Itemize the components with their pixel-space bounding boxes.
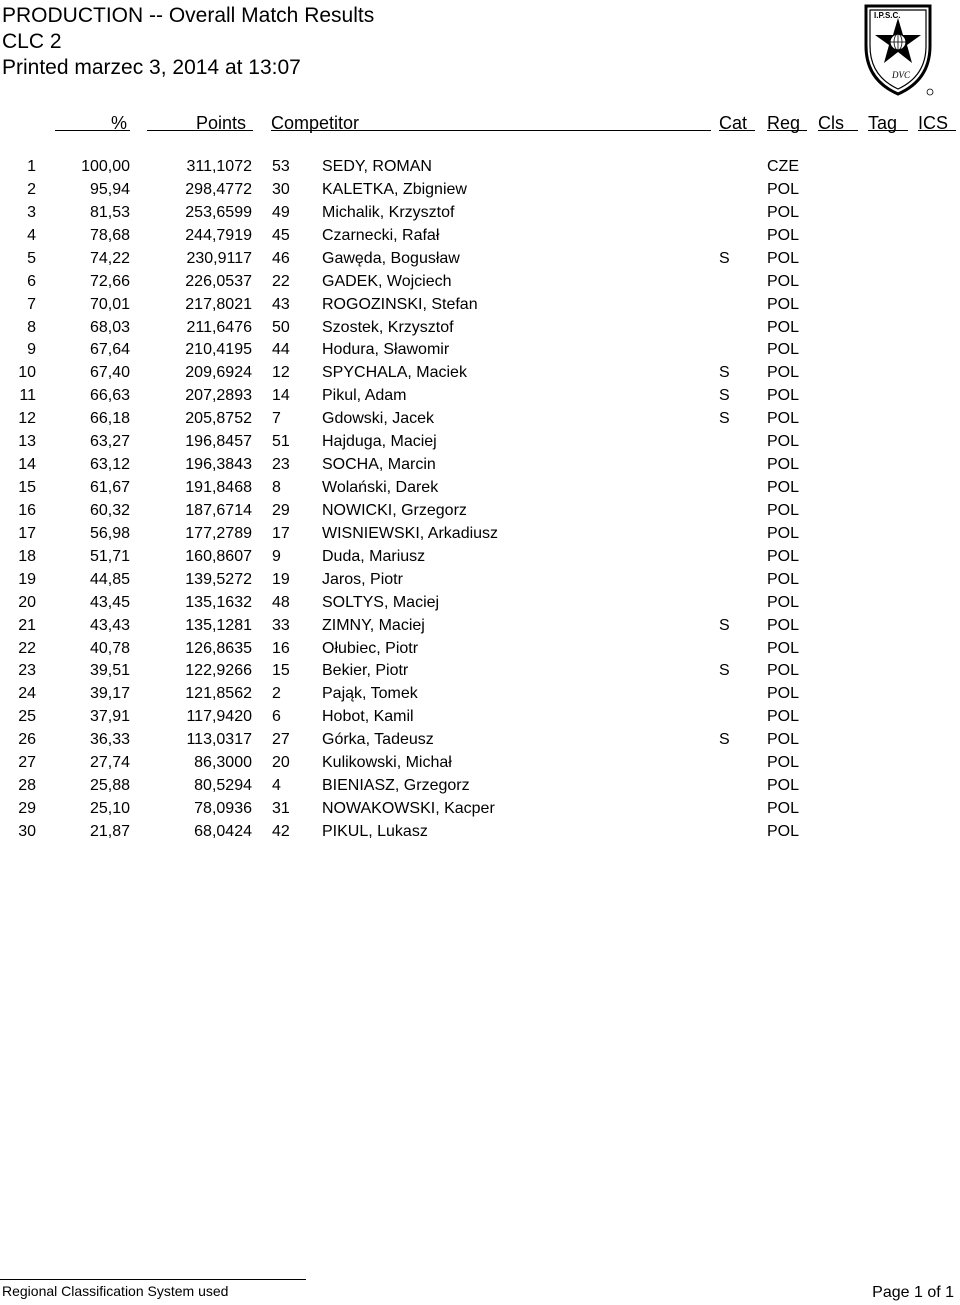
place-cell: 29 bbox=[18, 800, 36, 818]
region-cell: POL bbox=[767, 800, 800, 818]
points-cell: 207,2893 bbox=[185, 387, 252, 405]
points-cell: 126,8635 bbox=[185, 639, 252, 657]
region-cell: POL bbox=[767, 479, 800, 497]
competitor-number-cell: 23 bbox=[272, 456, 290, 474]
competitor-number-cell: 20 bbox=[272, 754, 290, 772]
points-cell: 160,8607 bbox=[185, 547, 252, 565]
region-cell: POL bbox=[767, 272, 800, 290]
category-cell: S bbox=[719, 616, 730, 634]
region-cell: POL bbox=[767, 731, 800, 749]
place-cell: 19 bbox=[18, 570, 36, 588]
place-cell: 2 bbox=[27, 180, 36, 198]
region-cell: POL bbox=[767, 639, 800, 657]
competitor-number-cell: 30 bbox=[272, 180, 290, 198]
competitor-name-cell: SOLTYS, Maciej bbox=[322, 593, 440, 611]
table-row bbox=[0, 249, 960, 271]
place-cell: 13 bbox=[18, 433, 36, 451]
region-cell: POL bbox=[767, 685, 800, 703]
place-cell: 18 bbox=[18, 547, 36, 565]
competitor-number-cell: 19 bbox=[272, 570, 290, 588]
region-cell: POL bbox=[767, 593, 800, 611]
region-cell: POL bbox=[767, 708, 800, 726]
table-row bbox=[0, 616, 960, 638]
region-cell: CZE bbox=[767, 158, 799, 175]
svg-text:DVC: DVC bbox=[892, 70, 910, 80]
competitor-name-cell: Wolański, Darek bbox=[322, 479, 439, 497]
competitor-name-cell: Michalik, Krzysztof bbox=[322, 203, 455, 221]
region-cell: POL bbox=[767, 662, 800, 680]
points-cell: 217,8021 bbox=[185, 295, 252, 313]
points-cell: 122,9266 bbox=[185, 662, 252, 680]
table-row bbox=[0, 661, 960, 683]
page-number: Page 1 of 1 bbox=[872, 1284, 954, 1301]
table-row bbox=[0, 203, 960, 225]
competitor-name-cell: NOWAKOWSKI, Kacper bbox=[322, 800, 495, 818]
region-cell: POL bbox=[767, 364, 800, 382]
table-row bbox=[0, 455, 960, 477]
competitor-name-cell: Duda, Mariusz bbox=[322, 547, 426, 565]
points-cell: 139,5272 bbox=[185, 570, 252, 588]
table-row bbox=[0, 501, 960, 523]
header-underline-reg bbox=[767, 130, 807, 131]
competitor-name-cell: Bekier, Piotr bbox=[322, 662, 409, 680]
competitor-number-cell: 12 bbox=[272, 364, 290, 382]
division-label: CLC 2 bbox=[2, 30, 62, 53]
table-row bbox=[0, 639, 960, 661]
place-cell: 9 bbox=[27, 341, 36, 359]
table-row bbox=[0, 799, 960, 821]
percent-cell: 74,22 bbox=[89, 249, 130, 267]
points-cell: 177,2789 bbox=[185, 524, 252, 542]
region-cell: POL bbox=[767, 547, 800, 565]
percent-cell: 43,43 bbox=[89, 616, 130, 634]
region-cell: POL bbox=[767, 387, 800, 405]
competitor-number-cell: 33 bbox=[272, 616, 290, 634]
competitor-name-cell: Pająk, Tomek bbox=[322, 685, 418, 703]
region-cell: POL bbox=[767, 249, 800, 267]
place-cell: 5 bbox=[27, 249, 36, 267]
table-row bbox=[0, 707, 960, 729]
table-row bbox=[0, 776, 960, 798]
competitor-number-cell: 15 bbox=[272, 662, 290, 680]
region-cell: POL bbox=[767, 226, 800, 244]
competitor-name-cell: ZIMNY, Maciej bbox=[322, 616, 425, 634]
place-cell: 15 bbox=[18, 479, 36, 497]
points-cell: 298,4772 bbox=[185, 180, 252, 198]
competitor-number-cell: 6 bbox=[272, 708, 281, 726]
region-cell: POL bbox=[767, 456, 800, 474]
points-cell: 226,0537 bbox=[185, 272, 252, 290]
header-percent: % bbox=[111, 113, 128, 133]
competitor-name-cell: BIENIASZ, Grzegorz bbox=[322, 777, 470, 795]
points-cell: 68,0424 bbox=[194, 822, 252, 840]
percent-cell: 100,00 bbox=[81, 158, 130, 175]
competitor-number-cell: 22 bbox=[272, 272, 290, 290]
points-cell: 196,8457 bbox=[185, 433, 252, 451]
place-cell: 1 bbox=[27, 158, 36, 175]
competitor-number-cell: 29 bbox=[272, 501, 290, 519]
competitor-name-cell: Hodura, Sławomir bbox=[322, 341, 450, 359]
competitor-number-cell: 53 bbox=[272, 158, 290, 175]
place-cell: 21 bbox=[18, 616, 36, 634]
table-row bbox=[0, 432, 960, 454]
competitor-number-cell: 14 bbox=[272, 387, 290, 405]
percent-cell: 37,91 bbox=[89, 708, 130, 726]
competitor-number-cell: 9 bbox=[272, 547, 281, 565]
competitor-name-cell: SPYCHALA, Maciek bbox=[322, 364, 467, 382]
competitor-name-cell: Gdowski, Jacek bbox=[322, 410, 435, 428]
competitor-name-cell: Górka, Tadeusz bbox=[322, 731, 434, 749]
table-row bbox=[0, 340, 960, 362]
points-cell: 187,6714 bbox=[185, 501, 252, 519]
category-cell: S bbox=[719, 662, 730, 680]
place-cell: 7 bbox=[27, 295, 36, 313]
table-row bbox=[0, 547, 960, 569]
competitor-number-cell: 2 bbox=[272, 685, 281, 703]
points-cell: 244,7919 bbox=[185, 226, 252, 244]
competitor-number-cell: 16 bbox=[272, 639, 290, 657]
place-cell: 16 bbox=[18, 501, 36, 519]
region-cell: POL bbox=[767, 777, 800, 795]
category-cell: S bbox=[719, 731, 730, 749]
competitor-number-cell: 48 bbox=[272, 593, 290, 611]
place-cell: 3 bbox=[27, 203, 36, 221]
header-points: Points bbox=[196, 113, 247, 133]
competitor-number-cell: 7 bbox=[272, 410, 281, 428]
header-cat: Cat bbox=[719, 113, 748, 133]
competitor-number-cell: 45 bbox=[272, 226, 290, 244]
table-row bbox=[0, 524, 960, 546]
percent-cell: 21,87 bbox=[89, 822, 130, 840]
report-header bbox=[2, 3, 374, 81]
competitor-name-cell: Ołubiec, Piotr bbox=[322, 639, 419, 657]
percent-cell: 66,18 bbox=[89, 410, 130, 428]
place-cell: 27 bbox=[18, 754, 36, 772]
competitor-number-cell: 49 bbox=[272, 203, 290, 221]
table-row bbox=[0, 753, 960, 775]
table-row bbox=[0, 272, 960, 294]
percent-cell: 67,64 bbox=[89, 341, 130, 359]
percent-cell: 72,66 bbox=[89, 272, 130, 290]
category-cell: S bbox=[719, 364, 730, 382]
report-title: PRODUCTION -- Overall Match Results bbox=[2, 4, 375, 27]
header-ics: ICS bbox=[918, 113, 949, 133]
region-cell: POL bbox=[767, 295, 800, 313]
competitor-number-cell: 27 bbox=[272, 731, 290, 749]
table-row bbox=[0, 684, 960, 706]
points-cell: 80,5294 bbox=[194, 777, 252, 795]
region-cell: POL bbox=[767, 410, 800, 428]
percent-cell: 40,78 bbox=[89, 639, 130, 657]
footer-divider bbox=[0, 1279, 306, 1280]
competitor-number-cell: 31 bbox=[272, 800, 290, 818]
place-cell: 17 bbox=[18, 524, 36, 542]
points-cell: 311,1072 bbox=[186, 158, 252, 175]
table-row bbox=[0, 295, 960, 317]
percent-cell: 39,51 bbox=[89, 662, 130, 680]
competitor-number-cell: 4 bbox=[272, 777, 281, 795]
place-cell: 24 bbox=[18, 685, 36, 703]
percent-cell: 36,33 bbox=[89, 731, 130, 749]
region-cell: POL bbox=[767, 180, 800, 198]
place-cell: 10 bbox=[18, 364, 36, 382]
percent-cell: 63,12 bbox=[89, 456, 130, 474]
percent-cell: 78,68 bbox=[89, 226, 130, 244]
table-row bbox=[0, 363, 960, 385]
points-cell: 205,8752 bbox=[185, 410, 252, 428]
ipsc-logo-icon bbox=[860, 2, 936, 98]
category-cell: S bbox=[719, 410, 730, 428]
place-cell: 8 bbox=[27, 318, 36, 336]
competitor-number-cell: 46 bbox=[272, 249, 290, 267]
table-row bbox=[0, 822, 960, 844]
percent-cell: 25,88 bbox=[89, 777, 130, 795]
table-row bbox=[0, 226, 960, 248]
percent-cell: 70,01 bbox=[89, 295, 130, 313]
header-underline-points bbox=[147, 130, 253, 131]
header-underline-tag bbox=[868, 130, 908, 131]
region-cell: POL bbox=[767, 754, 800, 772]
place-cell: 23 bbox=[18, 662, 36, 680]
table-row bbox=[0, 157, 960, 179]
table-row bbox=[0, 593, 960, 615]
points-cell: 121,8562 bbox=[185, 685, 252, 703]
competitor-name-cell: PIKUL, Lukasz bbox=[322, 822, 428, 840]
place-cell: 11 bbox=[19, 387, 36, 405]
header-competitor: Competitor bbox=[271, 113, 360, 133]
place-cell: 6 bbox=[27, 272, 36, 290]
points-cell: 78,0936 bbox=[194, 800, 252, 818]
competitor-name-cell: Jaros, Piotr bbox=[322, 570, 403, 588]
competitor-number-cell: 51 bbox=[272, 433, 290, 451]
competitor-number-cell: 17 bbox=[272, 524, 290, 542]
points-cell: 230,9117 bbox=[186, 249, 252, 267]
header-underline-percent bbox=[55, 130, 130, 131]
category-cell: S bbox=[719, 249, 730, 267]
place-cell: 30 bbox=[18, 822, 36, 840]
footer-note: Regional Classification System used bbox=[2, 1283, 229, 1299]
competitor-name-cell: Kulikowski, Michał bbox=[322, 754, 452, 772]
points-cell: 253,6599 bbox=[185, 203, 252, 221]
region-cell: POL bbox=[767, 433, 800, 451]
table-row bbox=[0, 570, 960, 592]
points-cell: 135,1632 bbox=[185, 593, 252, 611]
competitor-name-cell: Pikul, Adam bbox=[322, 387, 407, 405]
percent-cell: 43,45 bbox=[89, 593, 130, 611]
competitor-number-cell: 8 bbox=[272, 479, 281, 497]
percent-cell: 63,27 bbox=[89, 433, 130, 451]
percent-cell: 67,40 bbox=[89, 364, 130, 382]
place-cell: 4 bbox=[27, 226, 36, 244]
place-cell: 26 bbox=[18, 731, 36, 749]
competitor-name-cell: SOCHA, Marcin bbox=[322, 456, 436, 474]
place-cell: 22 bbox=[18, 639, 36, 657]
percent-cell: 44,85 bbox=[89, 570, 130, 588]
percent-cell: 27,74 bbox=[89, 754, 130, 772]
percent-cell: 95,94 bbox=[89, 180, 130, 198]
competitor-number-cell: 42 bbox=[272, 822, 290, 840]
percent-cell: 25,10 bbox=[89, 800, 130, 818]
points-cell: 117,9420 bbox=[186, 708, 252, 726]
place-cell: 20 bbox=[18, 593, 36, 611]
percent-cell: 61,67 bbox=[89, 479, 130, 497]
region-cell: POL bbox=[767, 524, 800, 542]
place-cell: 25 bbox=[18, 708, 36, 726]
competitor-name-cell: KALETKA, Zbigniew bbox=[322, 180, 467, 198]
competitor-name-cell: Czarnecki, Rafał bbox=[322, 226, 440, 244]
competitor-name-cell: Hajduga, Maciej bbox=[322, 433, 437, 451]
category-cell: S bbox=[719, 387, 730, 405]
place-cell: 28 bbox=[18, 777, 36, 795]
region-cell: POL bbox=[767, 203, 800, 221]
table-row bbox=[0, 386, 960, 408]
column-headers bbox=[0, 112, 960, 136]
points-cell: 191,8468 bbox=[185, 479, 252, 497]
percent-cell: 56,98 bbox=[89, 524, 130, 542]
svg-text:I.P.S.C.: I.P.S.C. bbox=[874, 11, 901, 20]
points-cell: 211,6476 bbox=[186, 318, 252, 336]
table-row bbox=[0, 409, 960, 431]
place-cell: 14 bbox=[18, 456, 36, 474]
table-row bbox=[0, 730, 960, 752]
competitor-name-cell: SEDY, ROMAN bbox=[322, 158, 432, 175]
competitor-number-cell: 50 bbox=[272, 318, 290, 336]
competitor-number-cell: 44 bbox=[272, 341, 290, 359]
percent-cell: 66,63 bbox=[89, 387, 130, 405]
competitor-name-cell: Gawęda, Bogusław bbox=[322, 249, 460, 267]
region-cell: POL bbox=[767, 341, 800, 359]
competitor-name-cell: ROGOZINSKI, Stefan bbox=[322, 295, 478, 313]
header-underline-cat bbox=[719, 130, 755, 131]
header-underline-competitor bbox=[271, 130, 711, 131]
region-cell: POL bbox=[767, 822, 800, 840]
header-underline-ics bbox=[918, 130, 956, 131]
table-row bbox=[0, 318, 960, 340]
percent-cell: 68,03 bbox=[89, 318, 130, 336]
competitor-name-cell: Hobot, Kamil bbox=[322, 708, 414, 726]
points-cell: 196,3843 bbox=[185, 456, 252, 474]
place-cell: 12 bbox=[18, 410, 36, 428]
points-cell: 210,4195 bbox=[185, 341, 252, 359]
competitor-number-cell: 43 bbox=[272, 295, 290, 313]
printed-date: Printed marzec 3, 2014 at 13:07 bbox=[2, 56, 301, 79]
percent-cell: 81,53 bbox=[89, 203, 130, 221]
percent-cell: 51,71 bbox=[89, 547, 130, 565]
points-cell: 113,0317 bbox=[186, 731, 252, 749]
points-cell: 86,3000 bbox=[194, 754, 252, 772]
region-cell: POL bbox=[767, 318, 800, 336]
region-cell: POL bbox=[767, 570, 800, 588]
region-cell: POL bbox=[767, 616, 800, 634]
header-underline-cls bbox=[818, 130, 858, 131]
competitor-name-cell: Szostek, Krzysztof bbox=[322, 318, 454, 336]
table-row bbox=[0, 478, 960, 500]
header-cls: Cls bbox=[818, 113, 844, 133]
percent-cell: 39,17 bbox=[89, 685, 130, 703]
percent-cell: 60,32 bbox=[89, 501, 130, 519]
header-tag: Tag bbox=[868, 113, 898, 133]
competitor-name-cell: WISNIEWSKI, Arkadiusz bbox=[322, 524, 499, 542]
competitor-name-cell: GADEK, Wojciech bbox=[322, 272, 452, 290]
table-row bbox=[0, 180, 960, 202]
competitor-name-cell: NOWICKI, Grzegorz bbox=[322, 501, 467, 519]
points-cell: 209,6924 bbox=[185, 364, 252, 382]
header-reg: Reg bbox=[767, 113, 801, 133]
region-cell: POL bbox=[767, 501, 800, 519]
points-cell: 135,1281 bbox=[185, 616, 252, 634]
